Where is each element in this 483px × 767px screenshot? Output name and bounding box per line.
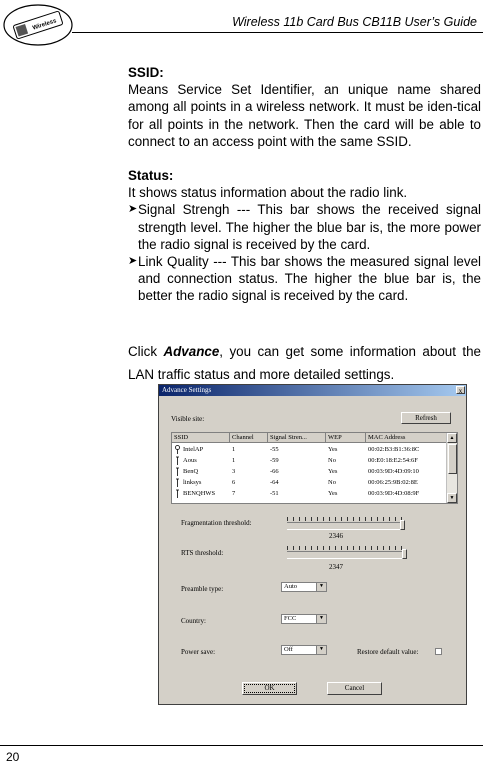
cell-signal: -59	[270, 457, 279, 464]
cancel-button[interactable]: Cancel	[327, 682, 382, 695]
cell-ssid: Aous	[183, 457, 197, 464]
header-divider	[72, 32, 483, 33]
column-header-wep[interactable]: WEP	[326, 433, 366, 443]
chevron-down-icon[interactable]: ▼	[316, 646, 326, 654]
cell-wep: Yes	[328, 446, 338, 453]
table-row[interactable]	[172, 488, 448, 499]
dialog-titlebar	[159, 385, 466, 396]
page-number: 20	[6, 750, 20, 764]
restore-default-label: Restore default value:	[357, 648, 419, 656]
rts-value: 2347	[329, 563, 343, 571]
scroll-thumb[interactable]	[448, 444, 457, 474]
cell-signal: -66	[270, 468, 279, 475]
advance-keyword: Advance	[163, 344, 220, 359]
cell-signal: -51	[270, 490, 279, 497]
advance-suffix: , you can get some information about the LAN traffic status and more detailed settings.	[128, 344, 481, 382]
power-save-value: Off	[284, 646, 293, 653]
cell-mac: 00:02:B3:B1:36:8C	[368, 446, 420, 453]
country-label: Country:	[181, 617, 206, 625]
status-heading: Status:	[128, 168, 174, 183]
preamble-value: Auto	[284, 583, 297, 590]
rts-slider-track[interactable]	[287, 551, 405, 559]
cell-signal: -64	[270, 479, 279, 486]
access-point-icon	[175, 456, 180, 465]
cell-ssid: linksys	[183, 479, 202, 486]
cell-wep: Yes	[328, 490, 338, 497]
status-description: It shows status information about the radio link.	[128, 185, 408, 201]
ok-button[interactable]: OK	[242, 682, 297, 695]
arrow-bullet-icon: ➤	[128, 203, 138, 216]
rts-label: RTS threshold:	[181, 549, 224, 557]
cell-mac: 00:03:9D:4D:08:9F	[368, 490, 420, 497]
restore-default-checkbox[interactable]	[435, 648, 442, 655]
scroll-up-icon[interactable]: ▲	[447, 433, 457, 443]
arrow-bullet-icon: ➤	[128, 255, 138, 268]
column-header-signal[interactable]: Signal Stren...	[268, 433, 326, 443]
link-quality-bullet	[128, 253, 481, 305]
fragmentation-slider-thumb[interactable]	[400, 520, 405, 530]
advance-prefix: Click	[128, 344, 164, 359]
fragmentation-value: 2346	[329, 532, 343, 540]
table-scrollbar[interactable]	[446, 433, 457, 503]
signal-strength-text: Signal Strengh --- This bar shows the received signal strength level. The higher the blue bar is, the more power the radio signal is received by the card.	[138, 202, 481, 252]
cell-mac: 00:03:9D:4D:09:10	[368, 468, 419, 475]
cell-ssid: BENQHWS	[183, 490, 216, 497]
chevron-down-icon[interactable]: ▼	[316, 615, 326, 623]
rts-slider-thumb[interactable]	[402, 549, 407, 559]
access-point-icon	[175, 489, 180, 498]
power-save-select[interactable]	[281, 645, 327, 655]
signal-strength-bullet	[128, 201, 481, 253]
scroll-down-icon[interactable]: ▼	[447, 493, 457, 503]
cell-signal: -55	[270, 446, 279, 453]
refresh-button[interactable]: Refresh	[401, 412, 451, 424]
cell-ssid: BenQ	[183, 468, 199, 475]
cell-wep: Yes	[328, 468, 338, 475]
table-row[interactable]	[172, 477, 448, 488]
power-save-label: Power save:	[181, 648, 216, 656]
access-point-icon	[175, 445, 180, 454]
product-card-logo	[2, 2, 74, 46]
ssid-description: Means Service Set Identifier, an unique name shared among all points in a wireless network. It must be iden-tical for all points in the network. Then the card will be able to connect to an access point with the same SSID.	[128, 82, 481, 149]
cell-wep: No	[328, 479, 336, 486]
table-row[interactable]	[172, 444, 448, 455]
advance-settings-dialog	[158, 384, 467, 705]
close-button[interactable]: x	[456, 386, 465, 394]
country-value: FCC	[284, 615, 297, 622]
cell-channel: 7	[232, 490, 236, 497]
cell-mac: 00:06:25:9B:02:8E	[368, 479, 418, 486]
preamble-label: Preamble type:	[181, 585, 224, 593]
dialog-title: Advance Settings	[162, 386, 212, 394]
status-section	[128, 167, 481, 305]
cell-channel: 3	[232, 468, 236, 475]
ssid-section	[128, 64, 481, 150]
fragmentation-label: Fragmentation threshold:	[181, 519, 252, 527]
table-row[interactable]	[172, 455, 448, 466]
footer-divider	[0, 745, 483, 746]
access-point-icon	[175, 467, 180, 476]
rts-ticks	[287, 546, 403, 550]
cell-wep: No	[328, 457, 336, 464]
ssid-heading: SSID:	[128, 65, 164, 80]
fragmentation-slider-track[interactable]	[287, 522, 405, 530]
access-point-icon	[175, 478, 180, 487]
logo-text: Wireless	[31, 18, 58, 32]
cell-channel: 1	[232, 446, 236, 453]
column-header-channel[interactable]: Channel	[230, 433, 268, 443]
column-header-mac[interactable]: MAC Address	[366, 433, 448, 443]
fragmentation-ticks	[287, 517, 403, 521]
header-title: Wireless 11b Card Bus CB11B User’s Guide	[232, 15, 477, 29]
column-header-ssid[interactable]: SSID	[172, 433, 230, 443]
site-table	[171, 432, 458, 504]
chevron-down-icon[interactable]: ▼	[316, 583, 326, 591]
cell-mac: 00:E0:18:E2:54:6F	[368, 457, 418, 464]
advance-paragraph	[128, 340, 481, 386]
visible-site-label: Visible site:	[171, 415, 205, 423]
preamble-select[interactable]	[281, 582, 327, 592]
table-row[interactable]	[172, 466, 448, 477]
cell-channel: 1	[232, 457, 236, 464]
cell-channel: 6	[232, 479, 236, 486]
link-quality-text: Link Quality --- This bar shows the measured signal level and connection status. The higher the blue bar is, the better the radio signal is received by the card.	[138, 254, 481, 304]
country-select[interactable]	[281, 614, 327, 624]
cell-ssid: IntelAP	[183, 446, 204, 453]
